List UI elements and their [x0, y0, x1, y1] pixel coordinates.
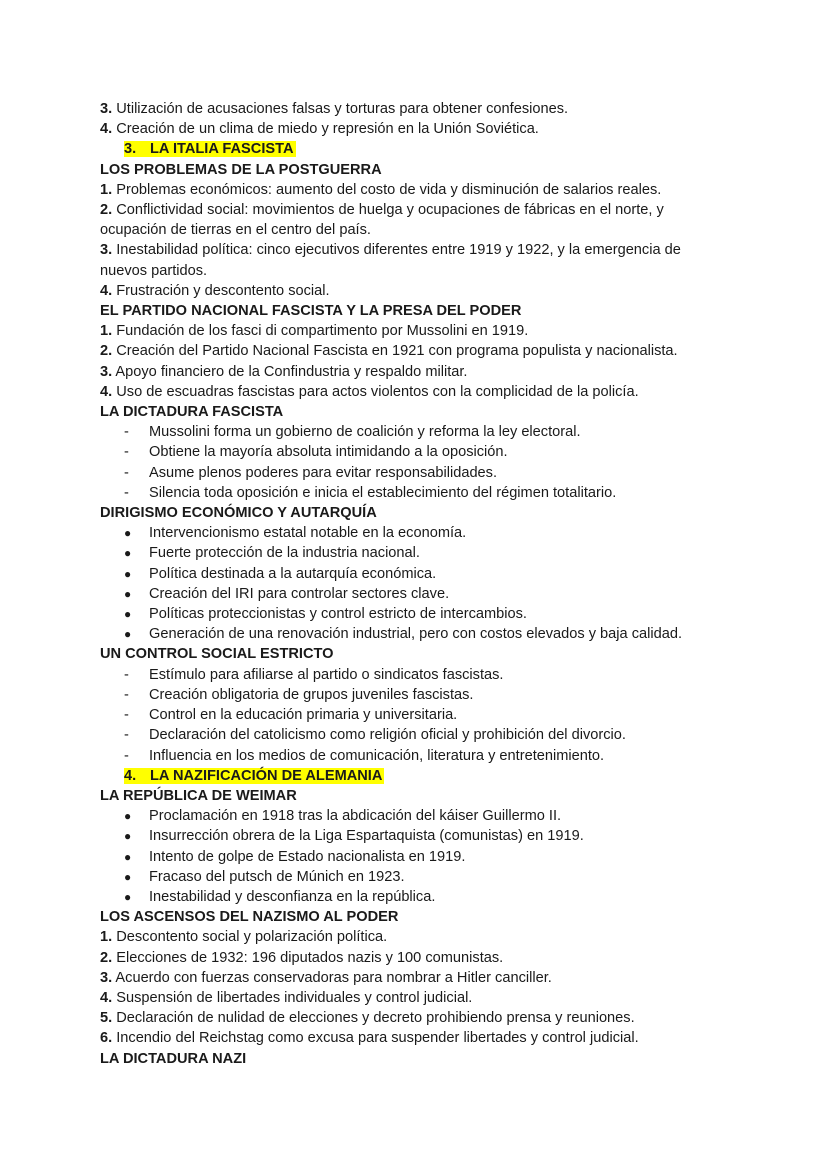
- bullet-icon: ●: [124, 849, 132, 864]
- heading-postguerra: LOS PROBLEMAS DE LA POSTGUERRA: [100, 161, 382, 178]
- list-item: ● Generación de una renovación industrial, pero con costos elevados y baja calidad.: [100, 624, 768, 644]
- bullet-icon: ●: [124, 586, 132, 601]
- bullet-icon: ●: [124, 607, 132, 622]
- list-item: ● Políticas proteccionistas y control estricto de intercambios.: [100, 604, 768, 624]
- section-title-alemania: [100, 766, 768, 786]
- dash-marker: -: [124, 464, 129, 481]
- numbered-item: 1. Descontento social y polarización política.: [100, 929, 388, 946]
- list-item: - Influencia en los medios de comunicación, literatura y entretenimiento.: [100, 746, 768, 766]
- list-item: - Creación obligatoria de grupos juveniles fascistas.: [100, 685, 768, 705]
- bullet-icon: ●: [124, 526, 132, 541]
- numbered-item: 3. Acuerdo con fuerzas conservadoras para nombrar a Hitler canciller.: [100, 969, 552, 986]
- dash-marker: -: [124, 484, 129, 501]
- list-item: ● Intento de golpe de Estado nacionalista en 1919.: [100, 847, 768, 867]
- bullet-icon: ●: [124, 627, 132, 642]
- heading-dirigismo: DIRIGISMO ECONÓMICO Y AUTARQUÍA: [100, 505, 377, 522]
- list-item: ● Fuerte protección de la industria nacional.: [100, 543, 768, 563]
- list-item: ● Creación del IRI para controlar sectores clave.: [100, 584, 768, 604]
- list-item: - Asume plenos poderes para evitar responsabilidades.: [100, 463, 768, 483]
- numbered-item: 4. Frustración y descontento social.: [100, 282, 330, 299]
- numbered-item: 3. Apoyo financiero de la Confindustria y respaldo militar.: [100, 363, 468, 380]
- bullet-icon: ●: [124, 546, 132, 561]
- postguerra-list: [100, 180, 768, 301]
- dash-marker: -: [124, 747, 129, 764]
- bullet-icon: ●: [124, 869, 132, 884]
- numbered-item-continuation: ocupación de tierras en el centro del país.: [100, 222, 371, 239]
- numbered-item: 2. Elecciones de 1932: 196 diputados nazis y 100 comunistas.: [100, 949, 504, 966]
- list-item: ● Fracaso del putsch de Múnich en 1923.: [100, 867, 768, 887]
- bullet-icon: ●: [124, 809, 132, 824]
- intro-list: [100, 99, 768, 139]
- list-item: - Estímulo para afiliarse al partido o sindicatos fascistas.: [100, 665, 768, 685]
- heading-partido-fascista: EL PARTIDO NACIONAL FASCISTA Y LA PRESA DEL PODER: [100, 303, 522, 320]
- list-item: - Silencia toda oposición e inicia el establecimiento del régimen totalitario.: [100, 483, 768, 503]
- numbered-item: 3. Utilización de acusaciones falsas y torturas para obtener confesiones.: [100, 101, 569, 117]
- dictadura-fascista-list: [100, 422, 768, 503]
- heading-weimar: LA REPÚBLICA DE WEIMAR: [100, 787, 297, 804]
- list-item: - Obtiene la mayoría absoluta intimidando a la oposición.: [100, 442, 768, 462]
- dash-marker: -: [124, 686, 129, 703]
- heading-control-social: UN CONTROL SOCIAL ESTRICTO: [100, 646, 334, 663]
- heading-dictadura-fascista: LA DICTADURA FASCISTA: [100, 404, 284, 421]
- list-item: ● Política destinada a la autarquía económica.: [100, 564, 768, 584]
- bullet-icon: ●: [124, 889, 132, 904]
- numbered-item: 4. Creación de un clima de miedo y represión en la Unión Soviética.: [100, 121, 539, 138]
- numbered-item: 4. Uso de escuadras fascistas para actos violentos con la complicidad de la policía.: [100, 383, 639, 400]
- heading-ascensos-nazismo: LOS ASCENSOS DEL NAZISMO AL PODER: [100, 909, 399, 926]
- dash-marker: -: [124, 424, 129, 441]
- list-item: - Control en la educación primaria y universitaria.: [100, 705, 768, 725]
- numbered-item: 6. Incendio del Reichstag como excusa para suspender libertades y control judicial.: [100, 1030, 639, 1047]
- list-item: - Declaración del catolicismo como religión oficial y prohibición del divorcio.: [100, 725, 768, 745]
- dash-marker: -: [124, 444, 129, 461]
- dash-marker: -: [124, 707, 129, 724]
- bullet-icon: ●: [124, 829, 132, 844]
- numbered-item: 3. Inestabilidad política: cinco ejecutivos diferentes entre 1919 y 1922, y la emergencia de: [100, 242, 681, 259]
- heading-dictadura-nazi: LA DICTADURA NAZI: [100, 1050, 247, 1067]
- weimar-list: [100, 806, 768, 907]
- bullet-icon: ●: [124, 566, 132, 581]
- numbered-item: 2. Creación del Partido Nacional Fascista en 1921 con programa populista y nacionalista.: [100, 343, 678, 360]
- numbered-item-continuation: nuevos partidos.: [100, 262, 208, 279]
- partido-list: [100, 321, 768, 402]
- numbered-item: 1. Problemas económicos: aumento del costo de vida y disminución de salarios reales.: [100, 181, 662, 198]
- numbered-item: 4. Suspensión de libertades individuales y control judicial.: [100, 989, 473, 1006]
- dirigismo-list: [100, 523, 768, 644]
- highlighted-title: 3. LA ITALIA FASCISTA: [124, 141, 294, 158]
- numbered-item: 5. Declaración de nulidad de elecciones y decreto prohibiendo prensa y reuniones.: [100, 1010, 635, 1027]
- list-item: ● Inestabilidad y desconfianza en la república.: [100, 887, 768, 907]
- list-item: ● Intervencionismo estatal notable en la economía.: [100, 523, 768, 543]
- list-item: ● Proclamación en 1918 tras la abdicación del káiser Guillermo II.: [100, 806, 768, 826]
- numbered-item: 1. Fundación de los fasci di compartimento por Mussolini en 1919.: [100, 323, 529, 340]
- control-social-list: [100, 665, 768, 766]
- ascensos-list: [100, 927, 768, 1048]
- highlighted-title: 4. LA NAZIFICACIÓN DE ALEMANIA: [124, 767, 383, 784]
- dash-marker: -: [124, 666, 129, 683]
- numbered-item: 2. Conflictividad social: movimientos de huelga y ocupaciones de fábricas en el norte, y: [100, 202, 664, 219]
- dash-marker: -: [124, 727, 129, 744]
- section-title-italia: [100, 139, 768, 159]
- list-item: ● Insurrección obrera de la Liga Espartaquista (comunistas) en 1919.: [100, 826, 768, 846]
- list-item: - Mussolini forma un gobierno de coalición y reforma la ley electoral.: [100, 422, 768, 442]
